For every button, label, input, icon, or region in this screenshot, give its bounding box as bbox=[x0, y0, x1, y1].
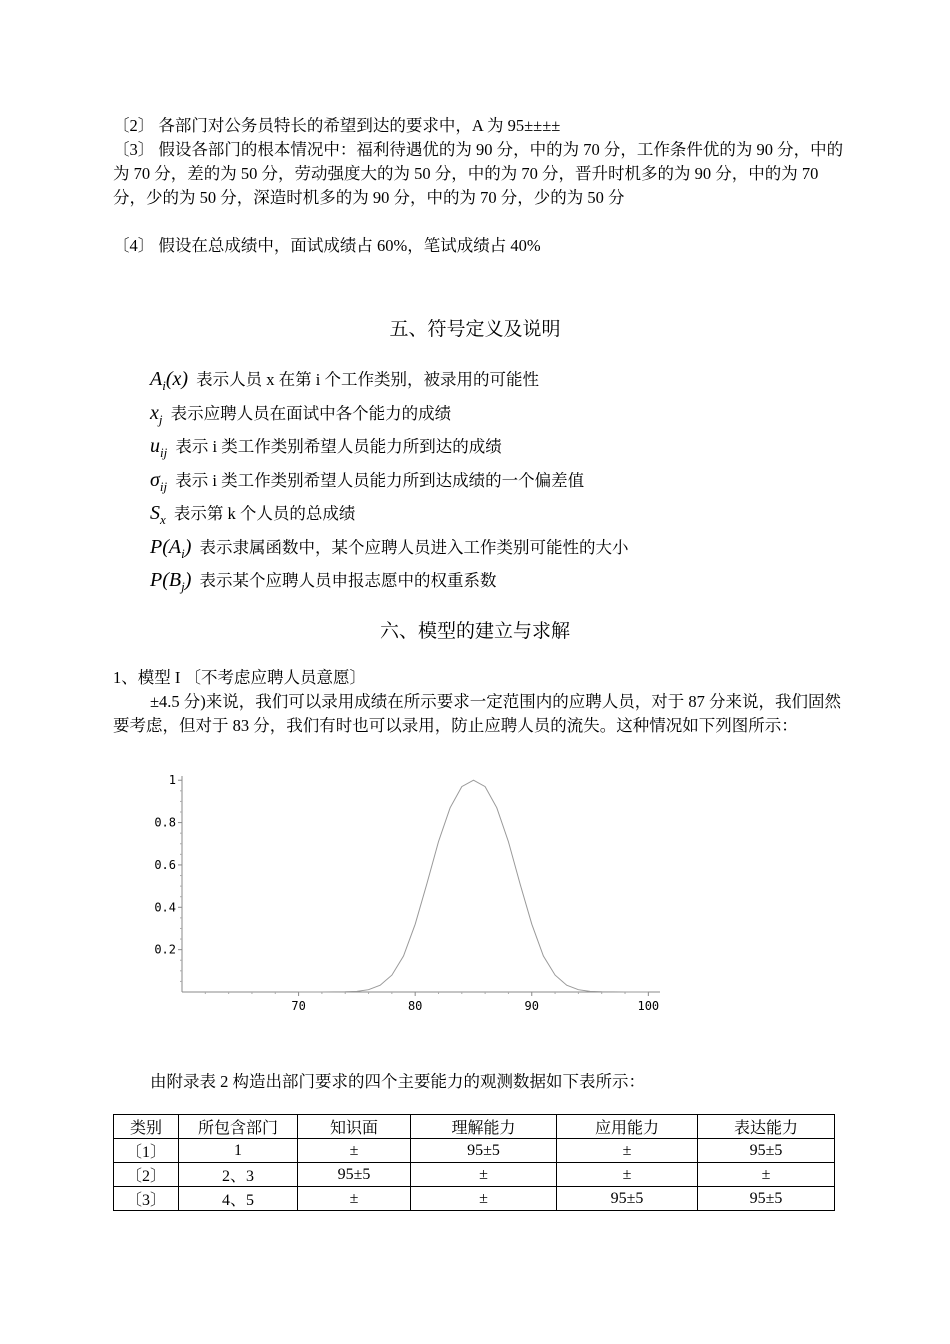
table-header-cell: 表达能力 bbox=[698, 1115, 835, 1139]
series-line-membership bbox=[299, 780, 649, 992]
symbol-description: 表示 i 类工作类别希望人员能力所到达的成绩 bbox=[175, 437, 502, 456]
section-5-title: 五、符号定义及说明 bbox=[389, 318, 561, 340]
symbol: $A_i(x)$ bbox=[150, 368, 189, 393]
table-cell: ± bbox=[298, 1187, 411, 1211]
symbol: $\sigma_{ij}$ bbox=[150, 469, 168, 494]
x-tick-label: 90 bbox=[524, 999, 539, 1013]
table-cell: 〔3〕 bbox=[114, 1187, 179, 1211]
y-tick-label: 1 bbox=[168, 773, 176, 788]
table-cell: ± bbox=[411, 1163, 557, 1187]
symbol-description: 表示 i 类工作类别希望人员能力所到达成绩的一个偏差值 bbox=[175, 471, 585, 490]
model-paragraph: ±4.5 分)来说，我们可以录用成绩在所示要求一定范围内的应聘人员，对于 87 分来说，我们固然要考虑，但对于 83 分，我们有时也可以录用，防止应聘人员的流失。这种情况如下列图所示： bbox=[113, 692, 842, 735]
symbol-description: 表示隶属函数中，某个应聘人员进入工作类别可能性的大小 bbox=[199, 538, 629, 557]
x-tick-label: 70 bbox=[291, 999, 306, 1013]
table-cell: 4、5 bbox=[179, 1187, 298, 1211]
symbol: $x_j$ bbox=[150, 402, 163, 427]
symbol-description: 表示应聘人员在面试中各个能力的成绩 bbox=[170, 404, 452, 423]
assumption-3: 〔3〕 假设各部门的根本情况中：福利待遇优的为 90 分，中的为 70 分，工作条件优的为 90 分，中的为 70 分，差的为 50 分，劳动强度大的为 50 分，中的为 70 分，晋升时机多的为 90 分，中的为 70 分，少的为 50 分，深造时机多的为 90 分，中的为 70 分，少的为 50 分 bbox=[113, 140, 844, 207]
y-tick-label: 0.4 bbox=[154, 900, 176, 915]
table-cell: 95±5 bbox=[411, 1139, 557, 1163]
table-cell: 1 bbox=[179, 1139, 298, 1163]
symbol-row bbox=[150, 567, 497, 597]
table-intro: 由附录表 2 构造出部门要求的四个主要能力的观测数据如下表所示： bbox=[150, 1072, 645, 1091]
model-heading: 1、模型 I 〔不考虑应聘人员意愿〕 bbox=[113, 668, 366, 687]
table-header-cell: 知识面 bbox=[298, 1115, 411, 1139]
table-cell: ± bbox=[298, 1139, 411, 1163]
table-header-cell: 理解能力 bbox=[411, 1115, 557, 1139]
table-cell: ± bbox=[557, 1163, 698, 1187]
table-cell: 95±5 bbox=[557, 1187, 698, 1211]
table-cell: ± bbox=[411, 1187, 557, 1211]
symbol-description: 表示人员 x 在第 i 个工作类别，被录用的可能性 bbox=[196, 370, 540, 389]
symbol-row bbox=[150, 500, 355, 530]
symbol-description: 表示某个应聘人员申报志愿中的权重系数 bbox=[199, 571, 497, 590]
symbol-row bbox=[150, 400, 451, 430]
table-row bbox=[114, 1163, 835, 1187]
table-cell: 95±5 bbox=[298, 1163, 411, 1187]
table-header-row bbox=[114, 1115, 835, 1139]
symbol-description: 表示第 k 个人员的总成绩 bbox=[173, 504, 356, 523]
table-cell: 2、3 bbox=[179, 1163, 298, 1187]
x-tick-label: 100 bbox=[637, 999, 660, 1013]
symbol-row bbox=[150, 534, 629, 564]
symbol: $P(B_j)$ bbox=[150, 569, 192, 594]
y-tick-label: 0.6 bbox=[154, 857, 176, 872]
table-header-cell: 所包含部门 bbox=[179, 1115, 298, 1139]
table-cell: ± bbox=[557, 1139, 698, 1163]
table-header-cell: 类别 bbox=[114, 1115, 179, 1139]
table-cell: 〔1〕 bbox=[114, 1139, 179, 1163]
symbol-row bbox=[150, 366, 539, 396]
symbol-row bbox=[150, 467, 584, 497]
table-cell: 〔2〕 bbox=[114, 1163, 179, 1187]
assumption-4: 〔4〕 假设在总成绩中，面试成绩占 60%，笔试成绩占 40% bbox=[113, 236, 541, 255]
table-cell: 95±5 bbox=[698, 1187, 835, 1211]
symbol: $P(A_i)$ bbox=[150, 536, 192, 561]
y-tick-label: 0.8 bbox=[154, 815, 176, 830]
symbol: $u_{ij}$ bbox=[150, 435, 168, 460]
table-row bbox=[114, 1139, 835, 1163]
symbol: $S_x$ bbox=[150, 502, 166, 527]
table-row bbox=[114, 1187, 835, 1211]
section-6-title: 六、模型的建立与求解 bbox=[379, 620, 570, 642]
membership-chart bbox=[140, 770, 680, 1020]
y-tick-label: 0.2 bbox=[154, 942, 176, 957]
table-cell: ± bbox=[698, 1163, 835, 1187]
ability-table bbox=[113, 1114, 835, 1211]
table-header-cell: 应用能力 bbox=[557, 1115, 698, 1139]
x-tick-label: 80 bbox=[407, 999, 423, 1013]
symbol-row bbox=[150, 433, 502, 463]
table-cell: 95±5 bbox=[698, 1139, 835, 1163]
assumption-2: 〔2〕 各部门对公务员特长的希望到达的要求中，A 为 95±±±± bbox=[113, 116, 561, 135]
